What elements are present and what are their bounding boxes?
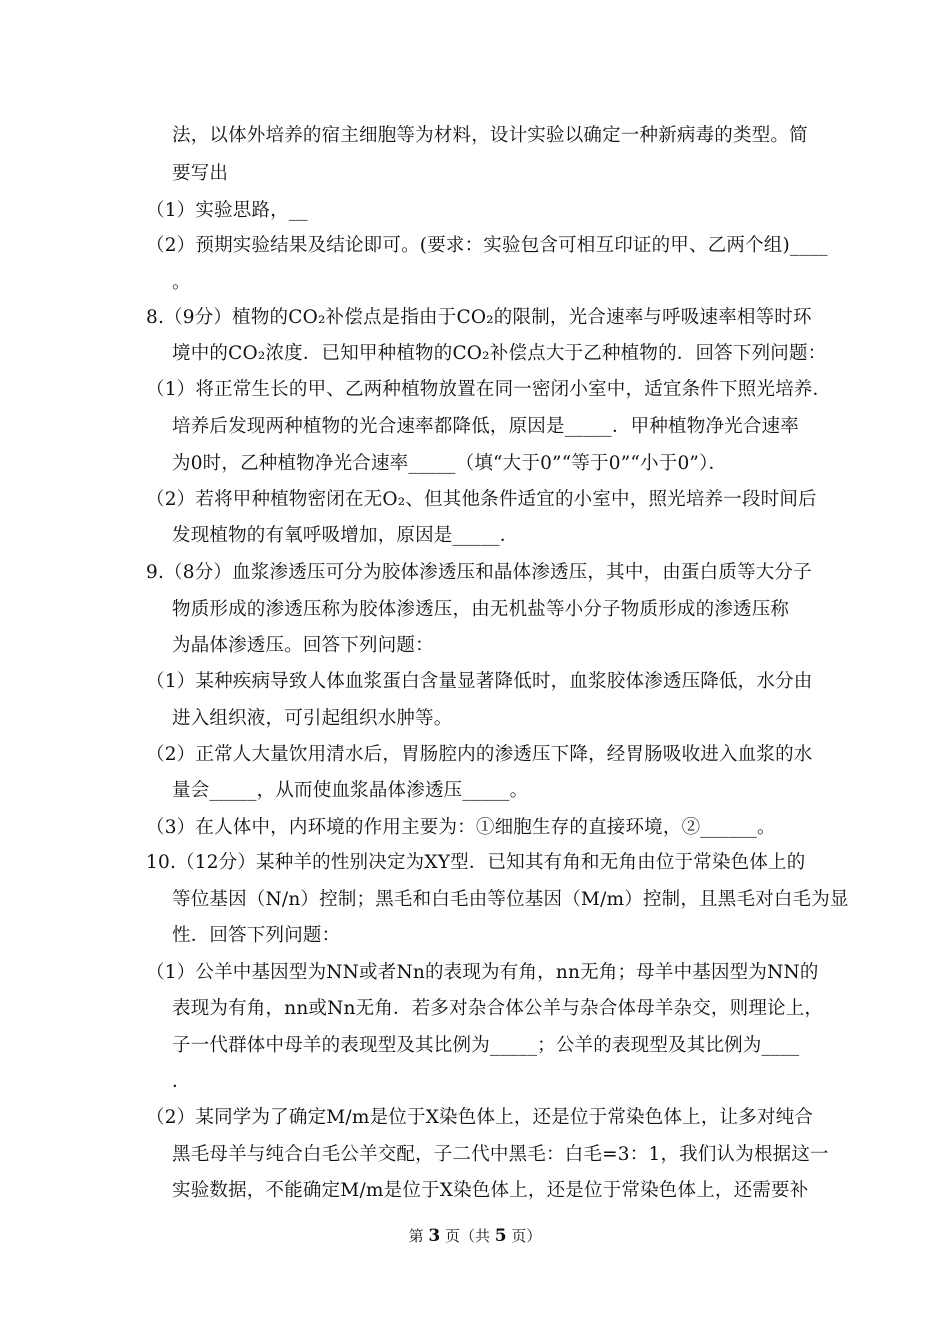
text-line: 法，以体外培养的宿主细胞等为材料，设计实验以确定一种新病毒的类型。简: [172, 125, 808, 146]
text-line: 培养后发现两种植物的光合速率都降低，原因是_____．甲种植物净光合速率: [172, 416, 799, 437]
text-line: 子一代群体中母羊的表现型及其比例为_____；公羊的表现型及其比例为____: [172, 1035, 800, 1056]
question-8: 8.（9分）植物的CO₂补偿点是指由于CO₂的限制，光合速率与呼吸速率相等时环: [146, 307, 812, 328]
footer-suffix: 页）: [511, 1227, 542, 1245]
text-line: 物质形成的渗透压称为胶体渗透压，由无机盐等小分子物质形成的渗透压称: [172, 599, 790, 620]
total-page-number: 5: [494, 1226, 507, 1246]
question-10: 10.（12分）某种羊的性别决定为XY型．已知其有角和无角由位于常染色体上的: [146, 852, 806, 873]
sub-question-1: （1）实验思路，__: [146, 200, 308, 221]
footer-middle: 页（共: [444, 1227, 490, 1245]
sub-question-2: （2）某同学为了确定M/m是位于X染色体上，还是位于常染色体上，让多对纯合: [146, 1107, 814, 1128]
text-line: 要写出: [172, 163, 229, 184]
sub-question-1: （1）某种疾病导致人体血浆蛋白含量显著降低时，血浆胶体渗透压降低，水分由: [146, 671, 813, 692]
sub-question-2: （2）若将甲种植物密闭在无O₂、但其他条件适宜的小室中，照光培养一段时间后: [146, 489, 817, 510]
question-9: 9.（8分）血浆渗透压可分为胶体渗透压和晶体渗透压，其中，由蛋白质等大分子: [146, 562, 812, 583]
sub-question-1: （1）将正常生长的甲、乙两种植物放置在同一密闭小室中，适宜条件下照光培养．: [146, 379, 832, 400]
sub-question-2: （2）预期实验结果及结论即可。(要求：实验包含可相互印证的甲、乙两个组)____: [146, 235, 828, 256]
text-line: 量会_____，从而使血浆晶体渗透压_____。: [172, 780, 529, 801]
text-line: 等位基因（N/n）控制；黑毛和白毛由等位基因（M/m）控制，且黑毛对白毛为显: [172, 889, 849, 910]
text-line: 黑毛母羊与纯合白毛公羊交配，子二代中黑毛：白毛=3：1，我们认为根据这一: [172, 1144, 829, 1165]
text-line: 性．回答下列问题：: [172, 925, 341, 946]
sub-question-2: （2）正常人大量饮用清水后，胃肠腔内的渗透压下降，经胃肠吸收进入血浆的水: [146, 744, 813, 765]
text-line: 境中的CO₂浓度．已知甲种植物的CO₂补偿点大于乙种植物的．回答下列问题：: [172, 343, 827, 364]
text-line: 为晶体渗透压。回答下列问题：: [172, 635, 434, 656]
sub-question-1: （1）公羊中基因型为NN或者Nn的表现为有角，nn无角；母羊中基因型为NN的: [146, 962, 819, 983]
text-line: 表现为有角，nn或Nn无角．若多对杂合体公羊与杂合体母羊杂交，则理论上，: [172, 998, 824, 1019]
page-footer: [0, 1226, 950, 1246]
sub-question-3: （3）在人体中，内环境的作用主要为：①细胞生存的直接环境，②______。: [146, 817, 776, 838]
text-line: 实验数据，不能确定M/m是位于X染色体上，还是位于常染色体上，还需要补: [172, 1180, 809, 1201]
text-line: ．: [172, 1071, 191, 1092]
text-line: 为0时，乙种植物净光合速率_____（填“大于0”“等于0”“小于0”）．: [172, 453, 728, 474]
text-line: 。: [172, 272, 191, 293]
text-line: 发现植物的有氧呼吸增加，原因是_____．: [172, 525, 519, 546]
current-page-number: 3: [428, 1226, 441, 1246]
text-line: 进入组织液，可引起组织水肿等。: [172, 708, 453, 729]
footer-prefix: 第: [408, 1227, 424, 1245]
